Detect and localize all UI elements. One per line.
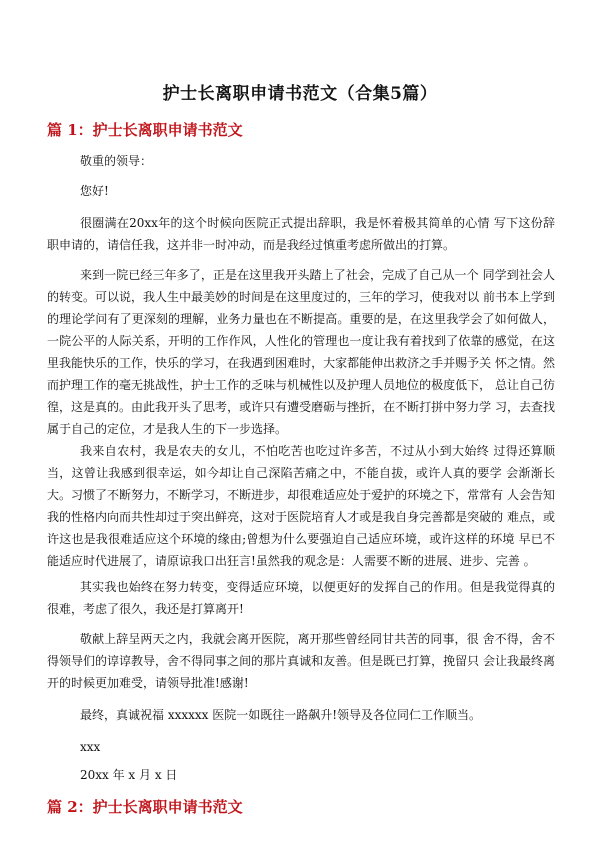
body-paragraph-1: 很圈满在20xx年的这个时候向医院正式提出辞职，我是怀着极其简单的心情 写下这份辞职申请的，请信任我，这并非一时冲动，而是我经过慎重考虑所做出的打算。 <box>47 216 555 252</box>
salutation: 敬重的领导： <box>80 154 153 168</box>
section-heading-1: 篇 1：护士长离职申请书范文 <box>47 121 243 139</box>
body-paragraph-4: 其实我也始终在努力转变，变得适应环境，以便更好的发挥自己的作用。但是我觉得真的很难，考虑了很久，我还是打算离开! <box>47 580 555 616</box>
section-heading-2: 篇 2：护士长离职申请书范文 <box>47 798 243 816</box>
body-paragraph-2: 来到一院已经三年多了，正是在这里我开头踏上了社会，完成了自己从一个 同学到社会人的转变。可以说，我人生中最美妙的时间是在这里度过的，三年的学习，使我对以 前书本上学到的理论学问有了更深刻的理解，业务力量也在不断提高。重要的是，在这里我学会了如何做人，一院公平的人际关系，开明的工作作风，人性化的管理也一度让我有着找到了依靠的感觉，在这里我能快乐的工作，快乐的学习，在我遇到困难时，大家都能伸出救济之手并赐予关 怀之情。然而护理工作的毫无挑战性，护士工作的乏味与机械性以及护理人员地位的极度低下， 总让自己彷徨，这是真的。由此我开头了思考，或许只有遭受磨砺与挫折，在不断打拼中努力学 习，去查找属于自己的定位，才是我人生的下一步选择。 <box>47 268 555 436</box>
body-paragraph-5: 敬献上辞呈两天之内，我就会离开医院，离开那些曾经同甘共苦的同事，很 舍不得，舍不得领导们的谆谆教导，舍不得同事之间的那片真诚和友善。但是既已打算，挽留只 会让我最终离开的时候更加难受，请领导批准!感谢! <box>47 632 555 690</box>
document-title: 护士长离职申请书范文（合集5篇） <box>162 84 438 104</box>
greeting: 您好! <box>80 184 109 198</box>
body-paragraph-3: 我来自农村，我是农夫的女儿，不怕吃苦也吃过许多苦，不过从小到大始终 过得还算顺当，这曾让我感到很幸运，如今却让自己深陷苦痛之中，不能自拔，或许人真的要学 会渐渐长大。习惯了不断努力，不断学习，不断进步，却很难适应处于爱护的环境之下，常常有 人会告知我的性格内向而共性却过于突出鲜亮，这对于医院培育人才或是我自身完善都是突破的 难点，或许这也是我很难适应这个环境的缘由;曾想为什么要强迫自己适应环境，或许这样的环境 早已不能适应时代进展了，请原谅我口出狂言!虽然我的观念是：人需要不断的进展、进步、完善 。 <box>47 444 555 568</box>
signature: xxx <box>80 740 101 754</box>
body-paragraph-6: 最终，真诚祝福 xxxxxx 医院一如既往一路飙升!领导及各位同仁工作顺当。 <box>80 708 482 722</box>
date-line: 20xx 年 x 月 x 日 <box>80 768 178 782</box>
